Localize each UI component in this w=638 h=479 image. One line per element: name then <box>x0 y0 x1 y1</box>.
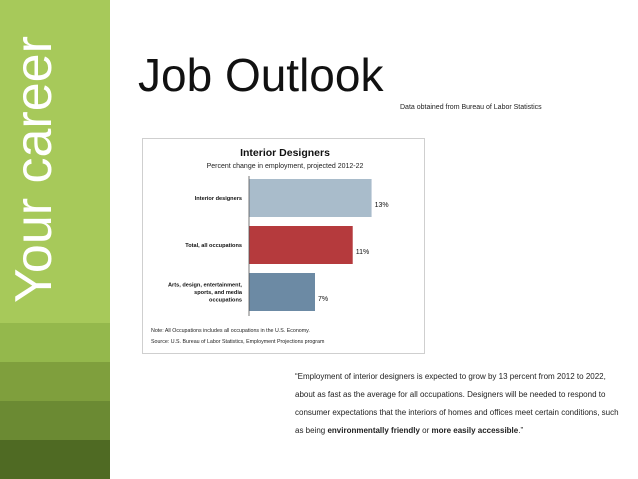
vertical-section-title: Your career <box>5 36 63 303</box>
sidebar-band <box>0 323 110 362</box>
quote-part: .” <box>518 426 524 435</box>
category-label-line: sports, and media <box>194 290 242 296</box>
category-label-2 <box>185 243 242 249</box>
chart-subtitle: Percent change in employment, projected 2012-22 <box>206 163 364 170</box>
sidebar-band <box>0 401 110 440</box>
bar-3 <box>249 273 315 311</box>
chart-note: Note: All Occupations includes all occupations in the U.S. Economy. <box>151 328 310 334</box>
bar-1 <box>249 179 372 217</box>
page-title: Job Outlook <box>138 49 384 101</box>
quote-emphasis: more easily accessible <box>431 426 519 435</box>
bar-chart <box>143 139 426 355</box>
category-label-line: Arts, design, entertainment, <box>168 282 242 289</box>
chart-title: Interior Designers <box>240 147 330 159</box>
data-label-1: 13% <box>374 202 389 209</box>
bars-layer <box>168 179 389 311</box>
category-label-line: Interior designers <box>194 196 242 202</box>
category-label-line: occupations <box>209 297 242 304</box>
chart-container <box>142 138 425 354</box>
chart-source: Source: U.S. Bureau of Labor Statistics, Employment Projections program <box>151 339 325 345</box>
sidebar-band <box>0 362 110 401</box>
bar-2 <box>249 226 353 264</box>
quote-text <box>295 368 625 440</box>
category-label-1 <box>195 196 242 202</box>
quote-part: or <box>419 426 432 435</box>
source-note: Data obtained from Bureau of Labor Statistics <box>400 104 542 111</box>
quote-part: “Employment of interior designers is expected to grow by 13 percent from 2012 to 2022, about as fast as the average for all occupations. Designers will be needed to respond to consumer expectations that the interiors of homes and offices meet certain conditions, such as being <box>295 372 619 435</box>
category-label-3 <box>168 283 243 304</box>
quote-emphasis: environmentally friendly <box>327 426 420 435</box>
data-label-2: 11% <box>355 249 370 256</box>
sidebar-band <box>0 440 110 479</box>
category-label-line: Total, all occupations <box>185 243 242 249</box>
sidebar <box>0 0 110 479</box>
data-label-3: 7% <box>318 296 329 303</box>
